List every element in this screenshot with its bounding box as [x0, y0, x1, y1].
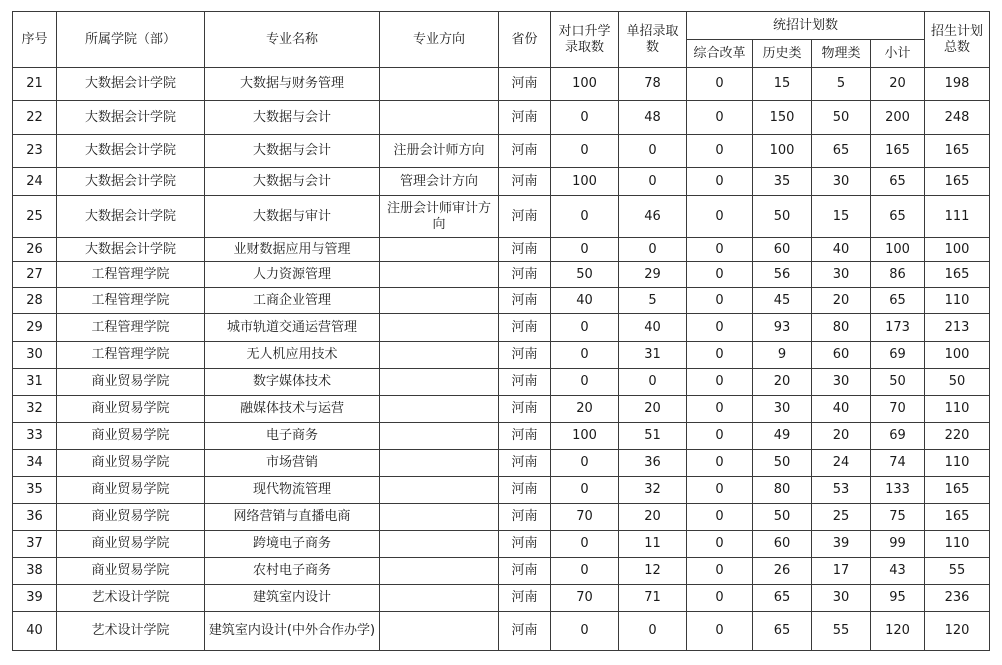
table-row [13, 450, 990, 477]
cell-total: 220 [925, 423, 990, 450]
cell-dan-zhao: 36 [619, 450, 687, 477]
cell-seq: 26 [13, 238, 57, 262]
cell-direction [380, 396, 499, 423]
cell-dan-zhao: 12 [619, 558, 687, 585]
cell-major: 业财数据应用与管理 [205, 238, 380, 262]
cell-wuli: 20 [812, 288, 871, 314]
cell-zonghe: 0 [687, 135, 753, 168]
header-sub-xiaoji: 小计 [871, 40, 925, 68]
cell-direction [380, 585, 499, 612]
cell-total: 110 [925, 288, 990, 314]
cell-direction [380, 477, 499, 504]
cell-xiaoji: 120 [871, 612, 925, 651]
cell-dan-zhao: 5 [619, 288, 687, 314]
cell-major: 大数据与财务管理 [205, 68, 380, 101]
cell-seq: 33 [13, 423, 57, 450]
cell-province: 河南 [499, 450, 551, 477]
cell-zonghe: 0 [687, 168, 753, 196]
cell-college: 工程管理学院 [57, 314, 205, 342]
header-dui-kou: 对口升学录取数 [551, 12, 619, 68]
cell-wuli: 80 [812, 314, 871, 342]
cell-seq: 36 [13, 504, 57, 531]
cell-direction: 管理会计方向 [380, 168, 499, 196]
cell-zonghe: 0 [687, 396, 753, 423]
cell-lishi: 100 [753, 135, 812, 168]
cell-lishi: 50 [753, 450, 812, 477]
cell-xiaoji: 86 [871, 262, 925, 288]
cell-major: 建筑室内设计 [205, 585, 380, 612]
cell-direction [380, 423, 499, 450]
cell-lishi: 9 [753, 342, 812, 369]
cell-lishi: 65 [753, 612, 812, 651]
header-major: 专业名称 [205, 12, 380, 68]
cell-major: 大数据与会计 [205, 135, 380, 168]
cell-college: 商业贸易学院 [57, 423, 205, 450]
cell-total: 110 [925, 531, 990, 558]
table-row [13, 314, 990, 342]
cell-major: 大数据与审计 [205, 196, 380, 238]
cell-direction [380, 612, 499, 651]
cell-lishi: 49 [753, 423, 812, 450]
cell-zonghe: 0 [687, 585, 753, 612]
cell-total: 213 [925, 314, 990, 342]
cell-province: 河南 [499, 342, 551, 369]
cell-province: 河南 [499, 504, 551, 531]
cell-total: 165 [925, 135, 990, 168]
cell-total: 100 [925, 238, 990, 262]
cell-province: 河南 [499, 288, 551, 314]
cell-college: 大数据会计学院 [57, 101, 205, 135]
cell-zonghe: 0 [687, 68, 753, 101]
cell-college: 大数据会计学院 [57, 238, 205, 262]
cell-province: 河南 [499, 238, 551, 262]
cell-major: 数字媒体技术 [205, 369, 380, 396]
table-row [13, 612, 990, 651]
cell-lishi: 80 [753, 477, 812, 504]
cell-province: 河南 [499, 168, 551, 196]
header-total: 招生计划总数 [925, 12, 990, 68]
cell-major: 无人机应用技术 [205, 342, 380, 369]
cell-xiaoji: 50 [871, 369, 925, 396]
cell-seq: 39 [13, 585, 57, 612]
header-tong-zhao: 统招计划数 [687, 12, 925, 40]
cell-province: 河南 [499, 369, 551, 396]
table-row [13, 585, 990, 612]
cell-dan-zhao: 31 [619, 342, 687, 369]
cell-seq: 25 [13, 196, 57, 238]
cell-dui-kou: 0 [551, 135, 619, 168]
cell-total: 120 [925, 612, 990, 651]
cell-dan-zhao: 48 [619, 101, 687, 135]
cell-direction [380, 288, 499, 314]
cell-dui-kou: 0 [551, 450, 619, 477]
cell-dui-kou: 100 [551, 168, 619, 196]
cell-province: 河南 [499, 396, 551, 423]
cell-dan-zhao: 20 [619, 504, 687, 531]
header-sub-lishi: 历史类 [753, 40, 812, 68]
cell-college: 商业贸易学院 [57, 450, 205, 477]
cell-dan-zhao: 29 [619, 262, 687, 288]
cell-dui-kou: 100 [551, 68, 619, 101]
cell-lishi: 60 [753, 531, 812, 558]
table-row [13, 531, 990, 558]
cell-xiaoji: 65 [871, 196, 925, 238]
cell-zonghe: 0 [687, 504, 753, 531]
cell-province: 河南 [499, 558, 551, 585]
table-row [13, 342, 990, 369]
cell-province: 河南 [499, 314, 551, 342]
cell-direction [380, 450, 499, 477]
cell-wuli: 55 [812, 612, 871, 651]
cell-direction [380, 531, 499, 558]
cell-dui-kou: 50 [551, 262, 619, 288]
cell-dui-kou: 20 [551, 396, 619, 423]
cell-wuli: 30 [812, 262, 871, 288]
header-dan-zhao: 单招录取数 [619, 12, 687, 68]
cell-direction [380, 342, 499, 369]
cell-lishi: 150 [753, 101, 812, 135]
cell-major: 跨境电子商务 [205, 531, 380, 558]
cell-zonghe: 0 [687, 196, 753, 238]
cell-zonghe: 0 [687, 477, 753, 504]
cell-total: 50 [925, 369, 990, 396]
cell-lishi: 50 [753, 504, 812, 531]
cell-wuli: 60 [812, 342, 871, 369]
table-row [13, 504, 990, 531]
cell-xiaoji: 70 [871, 396, 925, 423]
cell-college: 商业贸易学院 [57, 396, 205, 423]
cell-direction: 注册会计师方向 [380, 135, 499, 168]
table-row [13, 196, 990, 238]
cell-seq: 21 [13, 68, 57, 101]
cell-lishi: 65 [753, 585, 812, 612]
cell-xiaoji: 99 [871, 531, 925, 558]
cell-seq: 27 [13, 262, 57, 288]
cell-major: 城市轨道交通运营管理 [205, 314, 380, 342]
cell-total: 110 [925, 396, 990, 423]
cell-college: 大数据会计学院 [57, 168, 205, 196]
cell-college: 商业贸易学院 [57, 369, 205, 396]
cell-college: 工程管理学院 [57, 288, 205, 314]
cell-college: 商业贸易学院 [57, 558, 205, 585]
cell-major: 工商企业管理 [205, 288, 380, 314]
cell-wuli: 20 [812, 423, 871, 450]
cell-lishi: 26 [753, 558, 812, 585]
cell-province: 河南 [499, 612, 551, 651]
cell-major: 电子商务 [205, 423, 380, 450]
cell-dui-kou: 70 [551, 504, 619, 531]
cell-college: 工程管理学院 [57, 342, 205, 369]
cell-seq: 35 [13, 477, 57, 504]
cell-seq: 24 [13, 168, 57, 196]
cell-direction [380, 558, 499, 585]
cell-dui-kou: 0 [551, 531, 619, 558]
cell-total: 248 [925, 101, 990, 135]
cell-major: 人力资源管理 [205, 262, 380, 288]
cell-dui-kou: 0 [551, 612, 619, 651]
cell-dui-kou: 0 [551, 369, 619, 396]
cell-seq: 31 [13, 369, 57, 396]
cell-wuli: 40 [812, 238, 871, 262]
cell-college: 大数据会计学院 [57, 196, 205, 238]
header-college: 所属学院（部） [57, 12, 205, 68]
cell-dan-zhao: 51 [619, 423, 687, 450]
cell-direction [380, 68, 499, 101]
cell-dan-zhao: 0 [619, 135, 687, 168]
cell-lishi: 15 [753, 68, 812, 101]
cell-seq: 30 [13, 342, 57, 369]
cell-total: 55 [925, 558, 990, 585]
cell-seq: 37 [13, 531, 57, 558]
header-sub-zonghe: 综合改革 [687, 40, 753, 68]
cell-dui-kou: 40 [551, 288, 619, 314]
table-row [13, 68, 990, 101]
cell-wuli: 30 [812, 585, 871, 612]
cell-dan-zhao: 0 [619, 369, 687, 396]
cell-major: 农村电子商务 [205, 558, 380, 585]
cell-direction [380, 238, 499, 262]
cell-xiaoji: 133 [871, 477, 925, 504]
cell-wuli: 65 [812, 135, 871, 168]
cell-dan-zhao: 11 [619, 531, 687, 558]
cell-dan-zhao: 78 [619, 68, 687, 101]
cell-province: 河南 [499, 262, 551, 288]
cell-province: 河南 [499, 531, 551, 558]
cell-dui-kou: 100 [551, 423, 619, 450]
cell-dui-kou: 0 [551, 101, 619, 135]
cell-xiaoji: 65 [871, 288, 925, 314]
table-row [13, 477, 990, 504]
cell-province: 河南 [499, 585, 551, 612]
table-row [13, 168, 990, 196]
cell-lishi: 60 [753, 238, 812, 262]
cell-dan-zhao: 0 [619, 238, 687, 262]
cell-lishi: 50 [753, 196, 812, 238]
cell-xiaoji: 200 [871, 101, 925, 135]
cell-wuli: 39 [812, 531, 871, 558]
cell-wuli: 30 [812, 168, 871, 196]
cell-xiaoji: 165 [871, 135, 925, 168]
cell-major: 网络营销与直播电商 [205, 504, 380, 531]
cell-major: 大数据与会计 [205, 101, 380, 135]
cell-dui-kou: 0 [551, 238, 619, 262]
cell-wuli: 40 [812, 396, 871, 423]
enrollment-plan-table [12, 11, 990, 651]
cell-dui-kou: 0 [551, 314, 619, 342]
cell-direction [380, 314, 499, 342]
cell-zonghe: 0 [687, 314, 753, 342]
cell-xiaoji: 74 [871, 450, 925, 477]
cell-province: 河南 [499, 196, 551, 238]
cell-seq: 29 [13, 314, 57, 342]
cell-major: 融媒体技术与运营 [205, 396, 380, 423]
cell-wuli: 5 [812, 68, 871, 101]
table-row [13, 558, 990, 585]
cell-zonghe: 0 [687, 423, 753, 450]
cell-college: 商业贸易学院 [57, 531, 205, 558]
cell-direction [380, 369, 499, 396]
cell-zonghe: 0 [687, 101, 753, 135]
cell-wuli: 50 [812, 101, 871, 135]
cell-seq: 38 [13, 558, 57, 585]
cell-dan-zhao: 32 [619, 477, 687, 504]
cell-xiaoji: 95 [871, 585, 925, 612]
cell-dui-kou: 0 [551, 342, 619, 369]
cell-college: 大数据会计学院 [57, 68, 205, 101]
cell-total: 165 [925, 168, 990, 196]
cell-seq: 32 [13, 396, 57, 423]
cell-zonghe: 0 [687, 612, 753, 651]
table-row [13, 396, 990, 423]
cell-province: 河南 [499, 101, 551, 135]
cell-major: 市场营销 [205, 450, 380, 477]
cell-seq: 40 [13, 612, 57, 651]
cell-wuli: 15 [812, 196, 871, 238]
cell-dan-zhao: 71 [619, 585, 687, 612]
cell-lishi: 45 [753, 288, 812, 314]
cell-college: 工程管理学院 [57, 262, 205, 288]
cell-dui-kou: 0 [551, 477, 619, 504]
cell-xiaoji: 173 [871, 314, 925, 342]
cell-major: 大数据与会计 [205, 168, 380, 196]
cell-dan-zhao: 20 [619, 396, 687, 423]
table-row [13, 423, 990, 450]
cell-lishi: 35 [753, 168, 812, 196]
table-row [13, 238, 990, 262]
cell-dui-kou: 0 [551, 196, 619, 238]
cell-xiaoji: 69 [871, 342, 925, 369]
cell-college: 商业贸易学院 [57, 504, 205, 531]
cell-seq: 22 [13, 101, 57, 135]
cell-major: 建筑室内设计(中外合作办学) [205, 612, 380, 651]
cell-seq: 23 [13, 135, 57, 168]
cell-direction: 注册会计师审计方向 [380, 196, 499, 238]
table-row [13, 369, 990, 396]
cell-dan-zhao: 40 [619, 314, 687, 342]
cell-college: 艺术设计学院 [57, 585, 205, 612]
table-row [13, 135, 990, 168]
cell-xiaoji: 75 [871, 504, 925, 531]
cell-college: 大数据会计学院 [57, 135, 205, 168]
cell-dan-zhao: 46 [619, 196, 687, 238]
cell-xiaoji: 20 [871, 68, 925, 101]
header-sub-wuli: 物理类 [812, 40, 871, 68]
cell-zonghe: 0 [687, 531, 753, 558]
table-row [13, 101, 990, 135]
cell-xiaoji: 65 [871, 168, 925, 196]
cell-seq: 34 [13, 450, 57, 477]
cell-lishi: 30 [753, 396, 812, 423]
header-direction: 专业方向 [380, 12, 499, 68]
cell-seq: 28 [13, 288, 57, 314]
cell-lishi: 56 [753, 262, 812, 288]
cell-province: 河南 [499, 477, 551, 504]
cell-total: 198 [925, 68, 990, 101]
cell-college: 商业贸易学院 [57, 477, 205, 504]
cell-total: 165 [925, 477, 990, 504]
cell-xiaoji: 43 [871, 558, 925, 585]
cell-zonghe: 0 [687, 288, 753, 314]
cell-lishi: 20 [753, 369, 812, 396]
cell-wuli: 17 [812, 558, 871, 585]
cell-total: 165 [925, 262, 990, 288]
table-row [13, 262, 990, 288]
cell-dan-zhao: 0 [619, 168, 687, 196]
header-province: 省份 [499, 12, 551, 68]
cell-direction [380, 262, 499, 288]
cell-wuli: 30 [812, 369, 871, 396]
cell-zonghe: 0 [687, 342, 753, 369]
cell-lishi: 93 [753, 314, 812, 342]
cell-wuli: 24 [812, 450, 871, 477]
cell-dan-zhao: 0 [619, 612, 687, 651]
cell-total: 110 [925, 450, 990, 477]
cell-major: 现代物流管理 [205, 477, 380, 504]
cell-total: 236 [925, 585, 990, 612]
header-seq: 序号 [13, 12, 57, 68]
table-row [13, 288, 990, 314]
cell-total: 111 [925, 196, 990, 238]
cell-zonghe: 0 [687, 369, 753, 396]
cell-zonghe: 0 [687, 450, 753, 477]
cell-direction [380, 504, 499, 531]
cell-total: 165 [925, 504, 990, 531]
cell-total: 100 [925, 342, 990, 369]
cell-province: 河南 [499, 68, 551, 101]
cell-province: 河南 [499, 135, 551, 168]
cell-dui-kou: 70 [551, 585, 619, 612]
cell-dui-kou: 0 [551, 558, 619, 585]
cell-zonghe: 0 [687, 262, 753, 288]
cell-direction [380, 101, 499, 135]
cell-zonghe: 0 [687, 238, 753, 262]
cell-wuli: 53 [812, 477, 871, 504]
cell-wuli: 25 [812, 504, 871, 531]
cell-province: 河南 [499, 423, 551, 450]
cell-xiaoji: 100 [871, 238, 925, 262]
cell-xiaoji: 69 [871, 423, 925, 450]
cell-college: 艺术设计学院 [57, 612, 205, 651]
cell-zonghe: 0 [687, 558, 753, 585]
